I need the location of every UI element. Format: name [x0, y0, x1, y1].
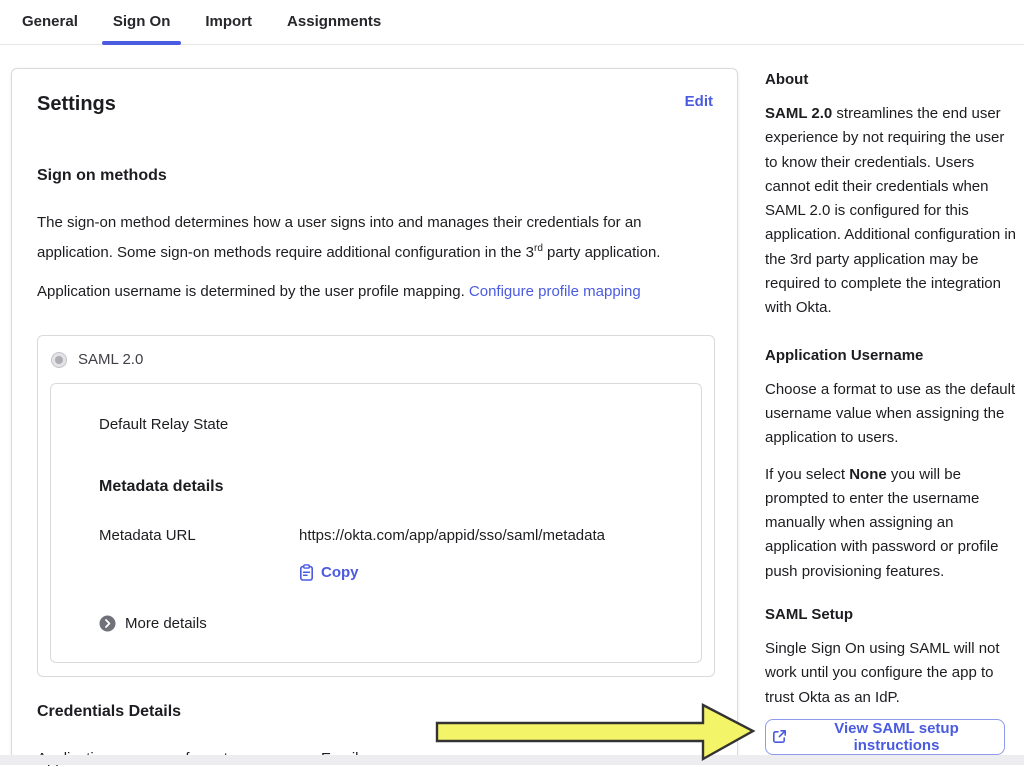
- saml-details-box: [50, 383, 702, 663]
- about-bold-lead: SAML 2.0: [765, 105, 833, 122]
- username-note-text: Application username is determined by the user profile mapping.: [37, 283, 469, 300]
- intro-superscript: rd: [533, 242, 543, 254]
- saml-radio-row: [50, 351, 702, 368]
- more-details-label: More details: [125, 615, 207, 632]
- external-link-icon: [772, 729, 787, 744]
- help-sidebar: [765, 60, 1017, 755]
- sign-on-methods-description: [37, 210, 713, 265]
- saml-setup-paragraph: Single Sign On using SAML will not work until you configure the app to trust Okta as an IdP.: [765, 640, 1000, 706]
- tab-import[interactable]: Import: [205, 13, 253, 30]
- configure-profile-mapping-link[interactable]: Configure profile mapping: [468, 283, 641, 300]
- application-username-heading: Application Username: [765, 346, 924, 364]
- intro-text-after: party application.: [542, 243, 661, 261]
- tab-sign-on[interactable]: Sign On: [102, 13, 182, 44]
- copy-button-label: Copy: [321, 564, 359, 581]
- tab-bar: [0, 0, 1024, 45]
- settings-card-header: [37, 93, 713, 116]
- para2-before: If you select: [765, 465, 850, 483]
- settings-card: [11, 68, 738, 755]
- about-paragraph: [765, 102, 1017, 321]
- clipboard-icon: [299, 564, 314, 581]
- tab-general[interactable]: General: [22, 13, 78, 30]
- metadata-url-label: Metadata URL: [99, 527, 196, 544]
- view-saml-setup-instructions-button[interactable]: [765, 719, 1005, 755]
- metadata-details-heading: Metadata details: [99, 478, 224, 495]
- copy-button[interactable]: [299, 564, 359, 581]
- chevron-right-circle-icon: [99, 615, 116, 632]
- about-heading: About: [765, 71, 809, 88]
- credentials-details-heading: Credentials Details: [37, 703, 182, 720]
- sign-on-methods-heading: Sign on methods: [37, 167, 167, 184]
- application-username-paragraph-2: [765, 463, 1017, 584]
- saml-radio-label: SAML 2.0: [78, 351, 144, 368]
- edit-button[interactable]: Edit: [684, 93, 713, 110]
- more-details-toggle[interactable]: [99, 615, 207, 632]
- username-mapping-note: [37, 283, 713, 300]
- para2-after: you will be prompted to enter the username manually when assigning an application with password or profile push provisioning features.: [765, 465, 999, 580]
- intro-text: The sign-on method determines how a user signs into and manages their credentials for an application. Some sign-on methods require additional configuration in the 3: [37, 214, 642, 261]
- metadata-url-value: https://okta.com/app/appid/sso/saml/metadata: [299, 527, 605, 544]
- page-bottom-strip: [0, 755, 1024, 765]
- saml-setup-heading: SAML Setup: [765, 606, 854, 624]
- settings-title: Settings: [37, 93, 116, 115]
- metadata-url-row: [99, 527, 677, 544]
- setup-button-label: View SAML setup instructions: [834, 719, 959, 754]
- default-relay-state-label: Default Relay State: [99, 416, 229, 433]
- application-username-paragraph-1: Choose a format to use as the default username value when assigning the application to users.: [765, 380, 1016, 447]
- saml-method-box: [37, 335, 715, 677]
- para2-bold-none: None: [849, 465, 887, 483]
- tab-assignments[interactable]: Assignments: [287, 13, 382, 30]
- about-body: streamlines the end user experience by not requiring the user to know their credentials. Users cannot edit their credentials when SAML 2.0 is configured for this application. Additional configuration in the 3rd party application may be required to complete the integration with Okta.: [765, 105, 1017, 317]
- saml-radio-button[interactable]: [51, 352, 67, 368]
